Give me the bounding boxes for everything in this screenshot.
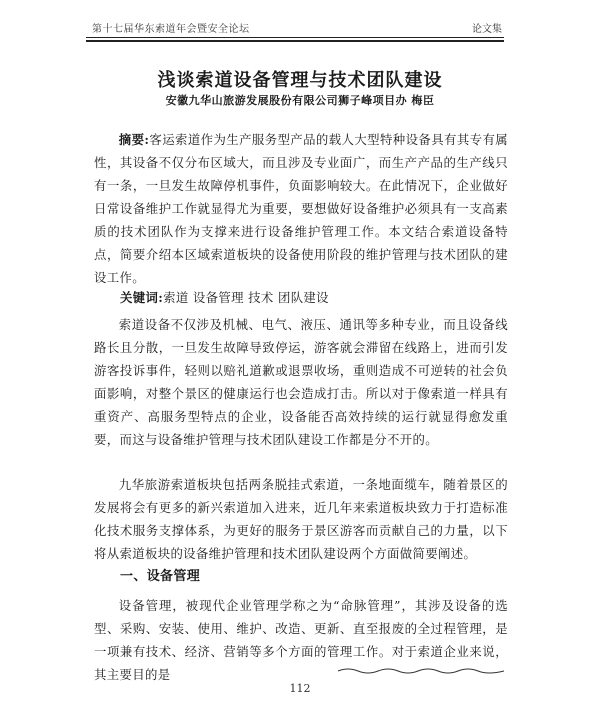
keywords-line: [120, 289, 508, 307]
abstract-text: 客运索道作为生产服务型产品的载人大型特种设备具有其专有属性，其设备不仅分布区域大，而且涉及专业面广，而生产产品的生产线只有一条，一旦发生故障停机事件，负面影响较大。在此情况下，企业做好日常设备维护工作就显得尤为重要，要想做好设备维护必须具有一支高素质的技术团队作为支撑来进行设备维护管理工作。本文结合索道设备特点，简要介绍本区域索道板块的设备使用阶段的维护管理与技术团队的建设工作。: [94, 132, 508, 285]
running-header-section: 论文集: [472, 24, 502, 35]
running-header-conference: 第十七届华东索道年会暨安全论坛: [92, 24, 250, 35]
keywords-text: 索道 设备管理 技术 团队建设: [163, 290, 329, 305]
abstract-paragraph: [94, 128, 508, 289]
handwritten-underline-mark: [336, 666, 506, 676]
body-paragraph: 九华旅游索道板块包括两条脱挂式索道，一条地面缆车，随着景区的发展将会有更多的新兴索道加入进来，近几年来索道板块致力于打造标准化技术服务支撑体系，为更好的服务于景区游客而贡献自己的力量，以下将从索道板块的设备维护管理和技术团队建设两个方面做简要阐述。: [94, 477, 508, 561]
header-rule-thin: [86, 37, 504, 38]
body-paragraph: 索道设备不仅涉及机械、电气、液压、通讯等多种专业，而且设备线路长且分散，一旦发生故障导致停运，游客就会滞留在线路上，进而引发游客投诉事件，轻则以赔礼道歉或退票收场，重则造成不可逆转的社会负面影响，对整个景区的健康运行也会造成打击。所以对于像索道一样具有重资产、高服务型特点的企业，设备能否高效持续的运行就显得愈发重要，而这与设备维护管理与技术团队建设工作都是分不开的。: [94, 317, 508, 447]
body-paragraph: 设备管理，被现代企业管理学称之为“命脉管理”，其涉及设备的选型、采购、安装、使用、维护、改造、更新、直至报废的全过程管理，是一项兼有技术、经济、营销等多个方面的管理工作。对于索道企业来说，其主要目的是: [94, 598, 508, 682]
paper-title: 浅谈索道设备管理与技术团队建设: [157, 70, 443, 91]
section-heading: 一、设备管理: [120, 569, 201, 584]
keywords-label: 关键词:: [120, 290, 164, 305]
page-number: 112: [289, 682, 311, 695]
header-rule-thick: [86, 40, 504, 42]
abstract-label: 摘要:: [118, 132, 150, 147]
author-affiliation: 安徽九华山旅游发展股份有限公司狮子峰项目办 梅臣: [165, 94, 435, 107]
